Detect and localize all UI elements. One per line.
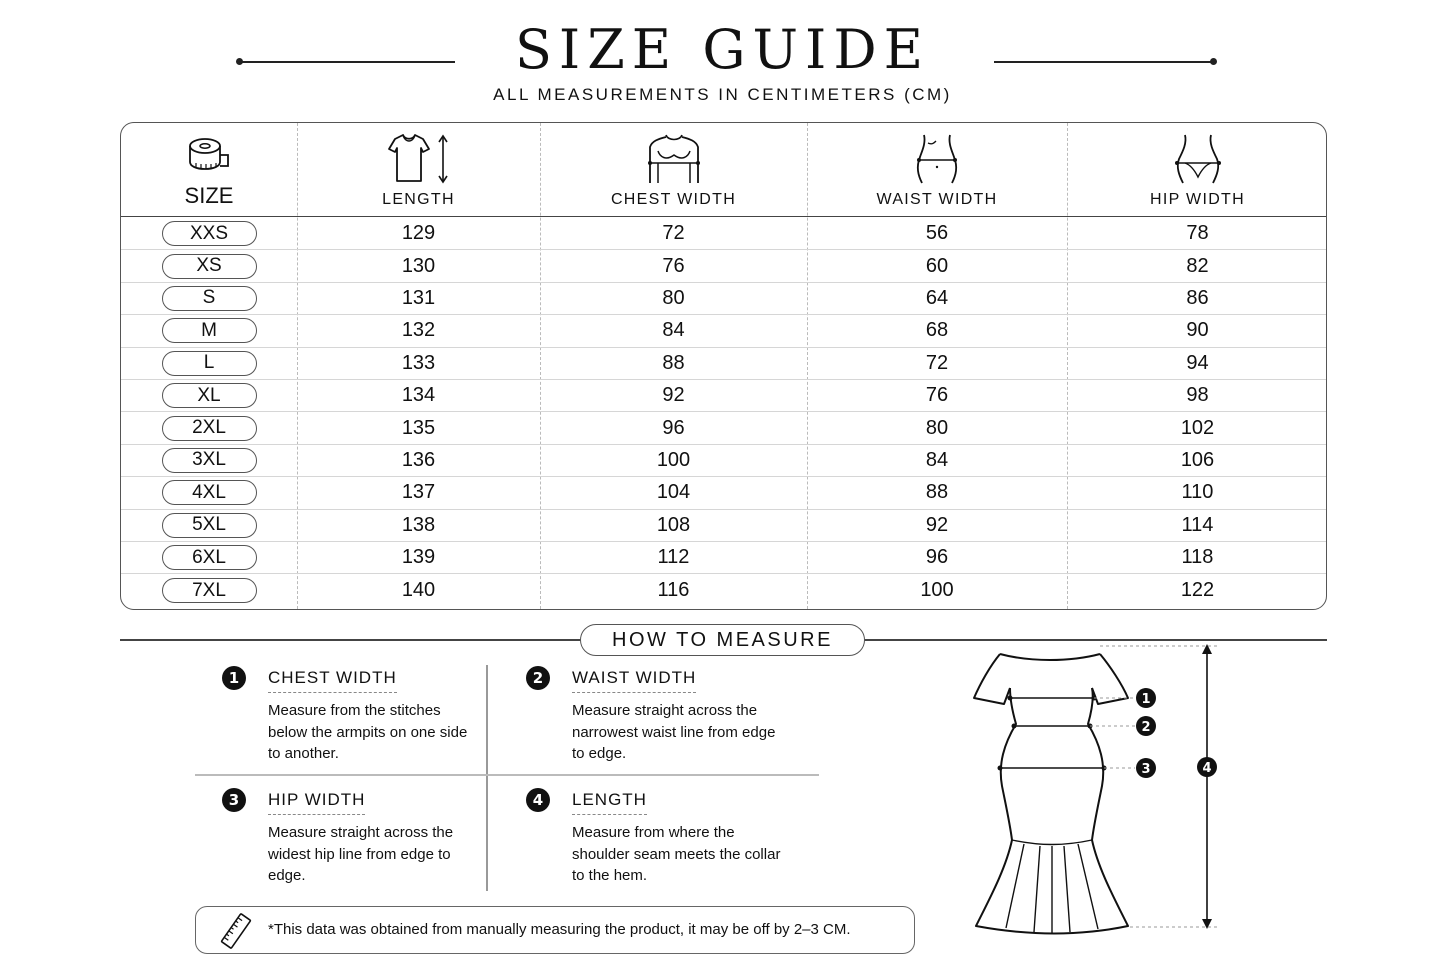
- step-text: Measure from where the shoulder seam meets the collar to the hem.: [572, 824, 781, 884]
- size-pill: 2XL: [162, 416, 257, 441]
- length-cell: 129: [401, 222, 436, 245]
- hip-cell: 82: [1186, 254, 1209, 277]
- waist-cell: 100: [920, 579, 954, 602]
- size-pill: L: [162, 351, 257, 376]
- header-hip: [1067, 123, 1327, 217]
- size-pill: 3XL: [162, 448, 257, 473]
- disclaimer-text: *This data was obtained from manually measuring the product, it may be off by 2–3 CM.: [268, 921, 851, 938]
- step-text: Measure from the stitches below the armpits on one side to another.: [268, 702, 468, 762]
- size-pill: XS: [162, 254, 257, 279]
- page-subtitle: ALL MEASUREMENTS IN CENTIMETERS (CM): [493, 85, 952, 104]
- size-pill: 5XL: [162, 513, 257, 538]
- size-pill: XXS: [162, 221, 257, 246]
- hip-cell: 102: [1180, 416, 1215, 439]
- chest-icon: [646, 133, 702, 185]
- waist-cell: 76: [925, 384, 949, 407]
- waist-cell: 88: [925, 481, 949, 504]
- length-cell: 135: [401, 416, 436, 439]
- marker-label: 1: [1141, 692, 1151, 707]
- marker-label: 2: [1141, 720, 1151, 735]
- size-cell: [121, 348, 297, 379]
- table-row: [121, 218, 1326, 250]
- step-number: 1: [222, 666, 246, 690]
- how-to-measure-title: HOW TO MEASURE: [580, 624, 865, 656]
- length-cell: 139: [401, 546, 436, 569]
- header-chest: [540, 123, 807, 217]
- step-number: 4: [526, 788, 550, 812]
- hip-cell: 110: [1181, 481, 1214, 504]
- table-row: [121, 283, 1326, 315]
- waist-cell: 56: [925, 222, 949, 245]
- page-title: SIZE GUIDE: [514, 18, 931, 81]
- table-row: [121, 250, 1326, 282]
- header-label: CHEST WIDTH: [610, 191, 737, 208]
- table-row: [121, 445, 1326, 477]
- size-cell: [121, 574, 297, 606]
- length-cell: 131: [401, 286, 436, 309]
- size-pill: S: [162, 286, 257, 311]
- table-row: [121, 510, 1326, 542]
- step-title: CHEST WIDTH: [268, 668, 397, 693]
- table-row: [121, 380, 1326, 412]
- chest-cell: 72: [662, 222, 685, 245]
- waist-cell: 80: [925, 416, 949, 439]
- table-row: [121, 542, 1326, 574]
- hip-icon: [1173, 133, 1223, 185]
- waist-cell: 64: [925, 286, 949, 309]
- chest-cell: 112: [657, 546, 690, 569]
- chest-cell: 100: [656, 448, 691, 471]
- step-title: HIP WIDTH: [268, 790, 365, 815]
- chest-cell: 108: [656, 513, 691, 536]
- chest-cell: 84: [662, 319, 685, 342]
- header-label: WAIST WIDTH: [876, 191, 998, 208]
- waist-cell: 96: [925, 546, 949, 569]
- step-number: 3: [222, 788, 246, 812]
- table-row: [121, 574, 1326, 606]
- chest-cell: 88: [662, 351, 685, 374]
- size-pill: 7XL: [162, 578, 257, 603]
- table-row: [121, 477, 1326, 509]
- tshirt-length-icon: [381, 133, 457, 185]
- marker-label: 4: [1202, 761, 1212, 776]
- hip-cell: 78: [1186, 222, 1209, 245]
- size-pill: XL: [162, 383, 257, 408]
- hip-cell: 90: [1186, 319, 1209, 342]
- chest-cell: 104: [656, 481, 691, 504]
- hip-cell: 118: [1181, 546, 1214, 569]
- size-cell: [121, 315, 297, 346]
- table-header: [121, 123, 1326, 217]
- size-cell: [121, 542, 297, 573]
- size-pill: 4XL: [162, 480, 257, 505]
- table-row: [121, 315, 1326, 347]
- step-number: 2: [526, 666, 550, 690]
- header-label: SIZE: [184, 183, 234, 208]
- size-cell: [121, 445, 297, 476]
- table-row: [121, 348, 1326, 380]
- size-cell: [121, 218, 297, 249]
- step-text: Measure straight across the widest hip line from edge to edge.: [268, 824, 454, 884]
- length-cell: 134: [401, 384, 436, 407]
- size-table: [120, 122, 1327, 610]
- length-cell: 132: [401, 319, 436, 342]
- hip-cell: 122: [1180, 579, 1215, 602]
- hip-cell: 98: [1186, 384, 1209, 407]
- size-cell: [121, 250, 297, 281]
- size-cell: [121, 477, 297, 508]
- length-cell: 130: [401, 254, 436, 277]
- header-length: [297, 123, 540, 217]
- header-label: LENGTH: [382, 191, 455, 208]
- steps-vertical-divider: [486, 665, 488, 891]
- chest-cell: 116: [657, 579, 690, 602]
- ruler-icon: [216, 913, 256, 949]
- header-label: HIP WIDTH: [1150, 191, 1245, 208]
- marker-label: 3: [1141, 762, 1151, 777]
- length-cell: 137: [401, 481, 436, 504]
- hip-cell: 86: [1186, 286, 1209, 309]
- header-waist: [807, 123, 1067, 217]
- tape-measure-icon: [187, 135, 231, 175]
- length-cell: 133: [401, 351, 436, 374]
- length-cell: 140: [401, 579, 436, 602]
- hip-cell: 114: [1181, 513, 1214, 536]
- waist-cell: 84: [925, 448, 949, 471]
- chest-cell: 76: [662, 254, 685, 277]
- waist-cell: 68: [925, 319, 949, 342]
- size-pill: M: [162, 318, 257, 343]
- table-row: [121, 412, 1326, 444]
- chest-cell: 92: [662, 384, 685, 407]
- waist-cell: 92: [925, 513, 949, 536]
- hip-cell: 94: [1186, 351, 1209, 374]
- length-cell: 138: [401, 513, 436, 536]
- size-cell: [121, 510, 297, 541]
- size-pill: 6XL: [162, 545, 257, 570]
- length-cell: 136: [401, 448, 436, 471]
- chest-cell: 96: [662, 416, 685, 439]
- header-size: [121, 123, 297, 217]
- hip-cell: 106: [1180, 448, 1215, 471]
- waist-cell: 60: [925, 254, 949, 277]
- size-cell: [121, 412, 297, 443]
- chest-cell: 80: [662, 286, 685, 309]
- size-cell: [121, 283, 297, 314]
- dress-measurement-diagram: [960, 636, 1240, 936]
- step-text: Measure straight across the narrowest waist line from edge to edge.: [572, 702, 776, 762]
- waist-cell: 72: [925, 351, 949, 374]
- step-title: LENGTH: [572, 790, 647, 815]
- size-cell: [121, 380, 297, 411]
- steps-horizontal-divider: [195, 774, 819, 776]
- waist-icon: [914, 133, 960, 185]
- step-title: WAIST WIDTH: [572, 668, 696, 693]
- disclaimer-note: [195, 906, 915, 954]
